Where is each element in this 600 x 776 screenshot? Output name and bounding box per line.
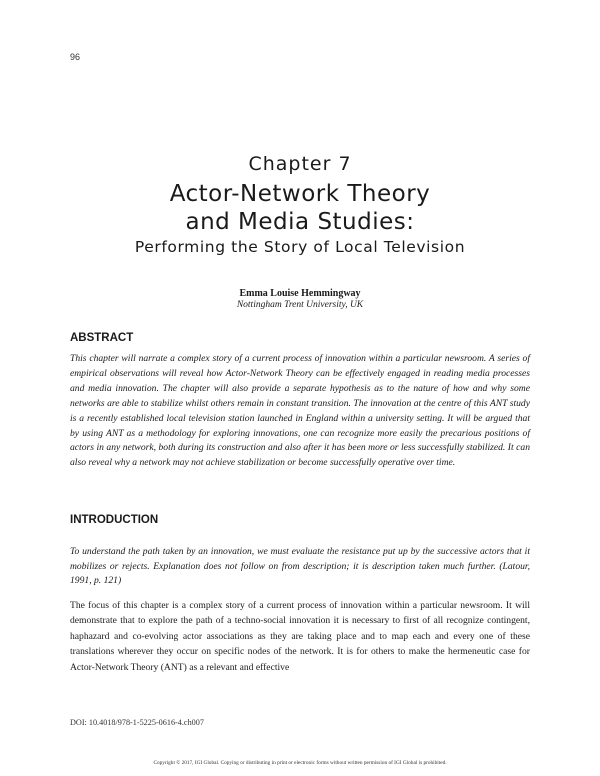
introduction-epigraph: To understand the path taken by an innovation, we must evaluate the resistance put up by the successive actors that it mobilizes or rejects. Explanation does not follow on from description; it is description taken much further. (Latour, 1991, p. 121) bbox=[70, 546, 530, 587]
abstract-text: This chapter will narrate a complex story of a current process of innovation within a particular newsroom. A series of empirical observations will reveal how Actor-Network Theory can be effectively engaged in reading media processes and media innovation. The chapter will also provide a separate hypothesis as to the nature of how and why some networks are able to stabilize whilst others remain in constant transition. The innovation at the centre of this ANT study is a recently established local television station launched in England within a university setting. It will be argued that by using ANT as a methodology for exploring innovations, one can recognize more easily the precarious positions of actors in any network, both during its construction and also after it has been more or less successfully stabilized. It can also reveal why a network may not achieve stabilization or become successfully operative over time. bbox=[70, 353, 530, 469]
abstract-heading: ABSTRACT bbox=[70, 332, 134, 344]
introduction-body: The focus of this chapter is a complex story of a current process of innovation within a particular newsroom. It will demonstrate that to explore the path of a techno-social innovation it is necessary to first of all recognize contingent, haphazard and co-evolving actor associations as they are taking place and to map each and every one of these translations wherever they occur on specific nodes of the network. It is for others to make the hermeneutic case for Actor-Network Theory (ANT) as a relevant and effective bbox=[70, 600, 530, 673]
chapter-label: Chapter 7 bbox=[248, 153, 352, 175]
chapter-title-line-1: Actor-Network Theory bbox=[169, 181, 431, 207]
page-number: 96 bbox=[70, 52, 81, 62]
doi: DOI: 10.4018/978-1-5225-0616-4.ch007 bbox=[70, 718, 204, 727]
introduction-heading: INTRODUCTION bbox=[70, 514, 159, 526]
chapter-title bbox=[0, 180, 600, 236]
copyright-notice: Copyright © 2017, IGI Global. Copying or distributing in print or electronic forms without written permission of IGI Global is prohibited. bbox=[153, 760, 447, 766]
author-affiliation: Nottingham Trent University, UK bbox=[236, 300, 364, 310]
chapter-title-line-2: and Media Studies: bbox=[185, 209, 415, 235]
chapter-subtitle: Performing the Story of Local Television bbox=[134, 238, 466, 256]
author-name: Emma Louise Hemmingway bbox=[239, 288, 361, 299]
